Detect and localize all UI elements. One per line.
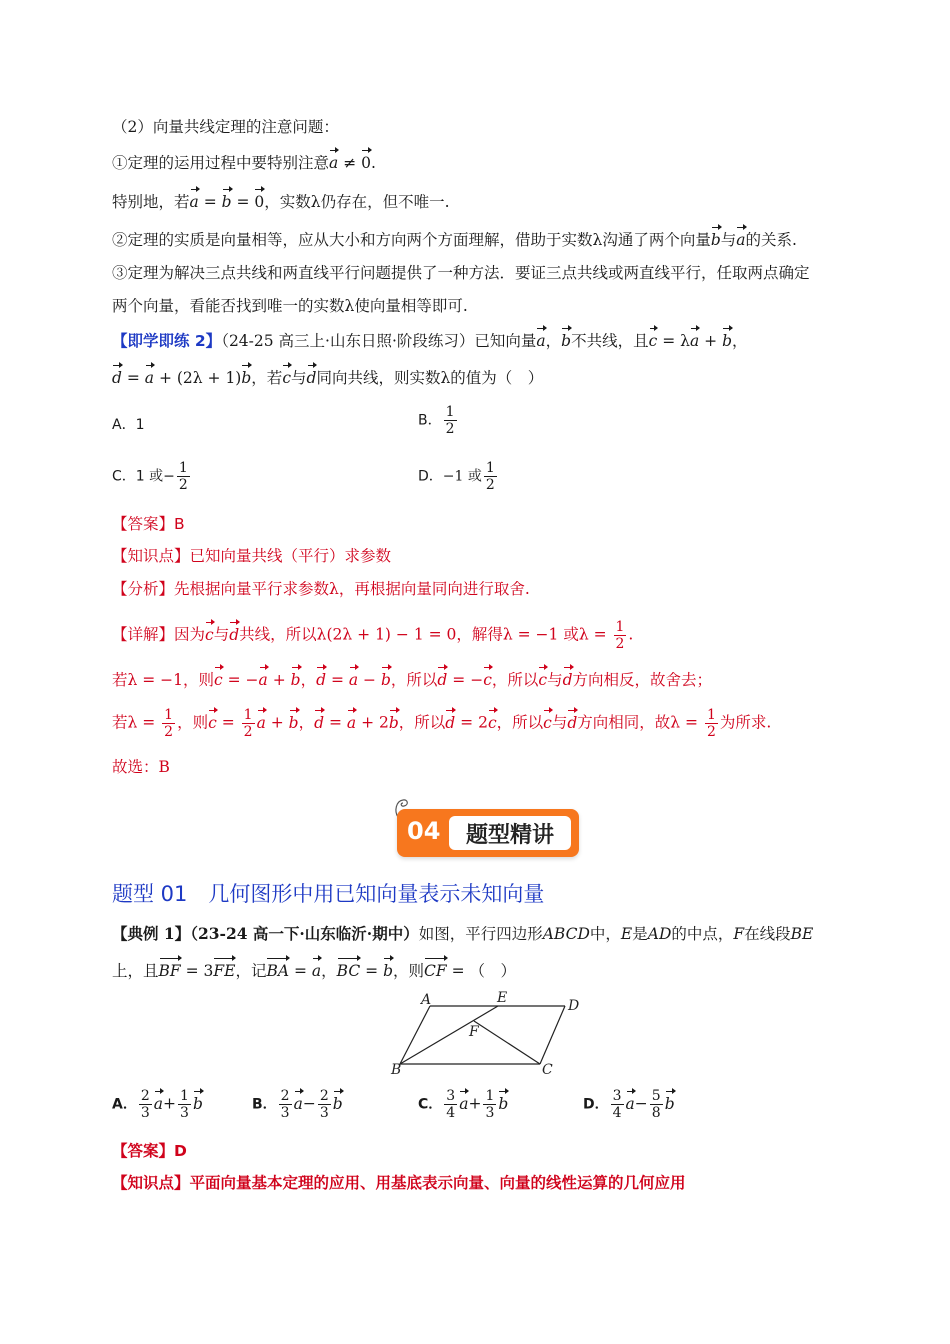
practice-analysis: 【分析】先根据向量平行求参数λ，再根据向量同向进行取舍.	[112, 580, 530, 598]
notes-item-2: ②定理的实质是向量相等，应从大小和方向两个方面理解，借助于实数λ沟通了两个向量b与a的关系.	[112, 226, 797, 252]
practice-detail-1: 【详解】因为c与d共线，所以λ(2λ + 1) − 1 = 0，解得λ = −1 或λ = $\frac{1}{2}$ .	[112, 619, 634, 652]
practice-detail-3: 若λ = $\frac{1}{2}$ ，则c = $\frac{1}{2}$ a + b，d = a + 2b，所以d = 2c，所以c与d方向相同，故λ = $\frac{1}{2}$ 为所求.	[112, 707, 772, 740]
example-line-1: 【典例 1】（23-24 高一下·山东临沂·期中）如图，平行四边形ABCD中，E是AD的中点，F在线段BE	[112, 924, 814, 943]
example-line-2: 上，且BF = 3FE，记BA = a，BC = b，则CF = （ ）	[112, 957, 516, 983]
practice-line-2: d = a + (2λ + 1)b，若c与d同向共线，则实数λ的值为（ ）	[112, 364, 543, 390]
example-option-c[interactable]: C． $\frac{3}{4}$ a+ $\frac{1}{3}$ b	[418, 1088, 509, 1121]
label-B: B	[391, 1062, 402, 1078]
practice-option-c[interactable]: C．1 或− $\frac{1}{2}$	[112, 460, 188, 493]
practice-conclusion: 故选：B	[112, 758, 170, 776]
notes-item-1: ①定理的运用过程中要特别注意a ≠ 0.	[112, 149, 376, 175]
section-badge	[397, 809, 579, 857]
label-E: E	[497, 990, 508, 1006]
example-option-b[interactable]: B． $\frac{2}{3}$ a− $\frac{2}{3}$ b	[252, 1088, 343, 1121]
badge-number: 04	[407, 817, 441, 845]
segment-DC	[540, 1006, 565, 1064]
label-F: F	[469, 1024, 479, 1040]
label-D: D	[568, 998, 580, 1014]
practice-tag: 【即学即练 2】	[112, 332, 222, 350]
segment-FC	[474, 1021, 540, 1064]
notes-heading: （2）向量共线定理的注意问题：	[112, 118, 339, 136]
badge-label: 题型精讲	[449, 816, 571, 850]
notes-item-3-line2: 两个向量，看能否找到唯一的实数λ使向量相等即可.	[112, 297, 468, 315]
label-C: C	[542, 1062, 553, 1078]
example-knowledge-point: 【知识点】平面向量基本定理的应用、用基底表示向量、向量的线性运算的几何应用	[112, 1173, 686, 1192]
practice-knowledge-point: 【知识点】已知向量共线（平行）求参数	[112, 547, 392, 565]
section-title: 题型 01 几何图形中用已知向量表示未知向量	[112, 882, 545, 906]
practice-option-d[interactable]: D．−1 或 $\frac{1}{2}$	[418, 460, 495, 493]
notes-item-3-line1: ③定理为解决三点共线和两直线平行问题提供了一种方法．要证三点共线或两直线平行，任取两点确定	[112, 264, 810, 282]
practice-option-b[interactable]: B． $\frac{1}{2}$	[418, 404, 455, 437]
parallelogram-figure	[385, 986, 590, 1078]
practice-option-a[interactable]: A．1	[112, 417, 145, 433]
practice-detail-2: 若λ = −1，则c = −a + b，d = a − b，所以d = −c，所以c与d方向相反，故舍去；	[112, 666, 712, 692]
practice-answer: 【答案】B	[112, 515, 185, 533]
label-A: A	[421, 992, 432, 1008]
example-tag: 【典例 1】	[112, 924, 191, 943]
example-option-d[interactable]: D． $\frac{3}{4}$ a− $\frac{5}{8}$ b	[583, 1088, 675, 1121]
practice-line-1: 【即学即练 2】（24-25 高三上·山东日照·阶段练习）已知向量a，b不共线，且c = λa + b，	[112, 327, 748, 353]
notes-special: 特别地，若a = b = 0，实数λ仍存在，但不唯一.	[112, 188, 450, 214]
example-answer: 【答案】D	[112, 1141, 187, 1160]
example-option-a[interactable]: A． $\frac{2}{3}$ a+ $\frac{1}{3}$ b	[112, 1088, 203, 1121]
